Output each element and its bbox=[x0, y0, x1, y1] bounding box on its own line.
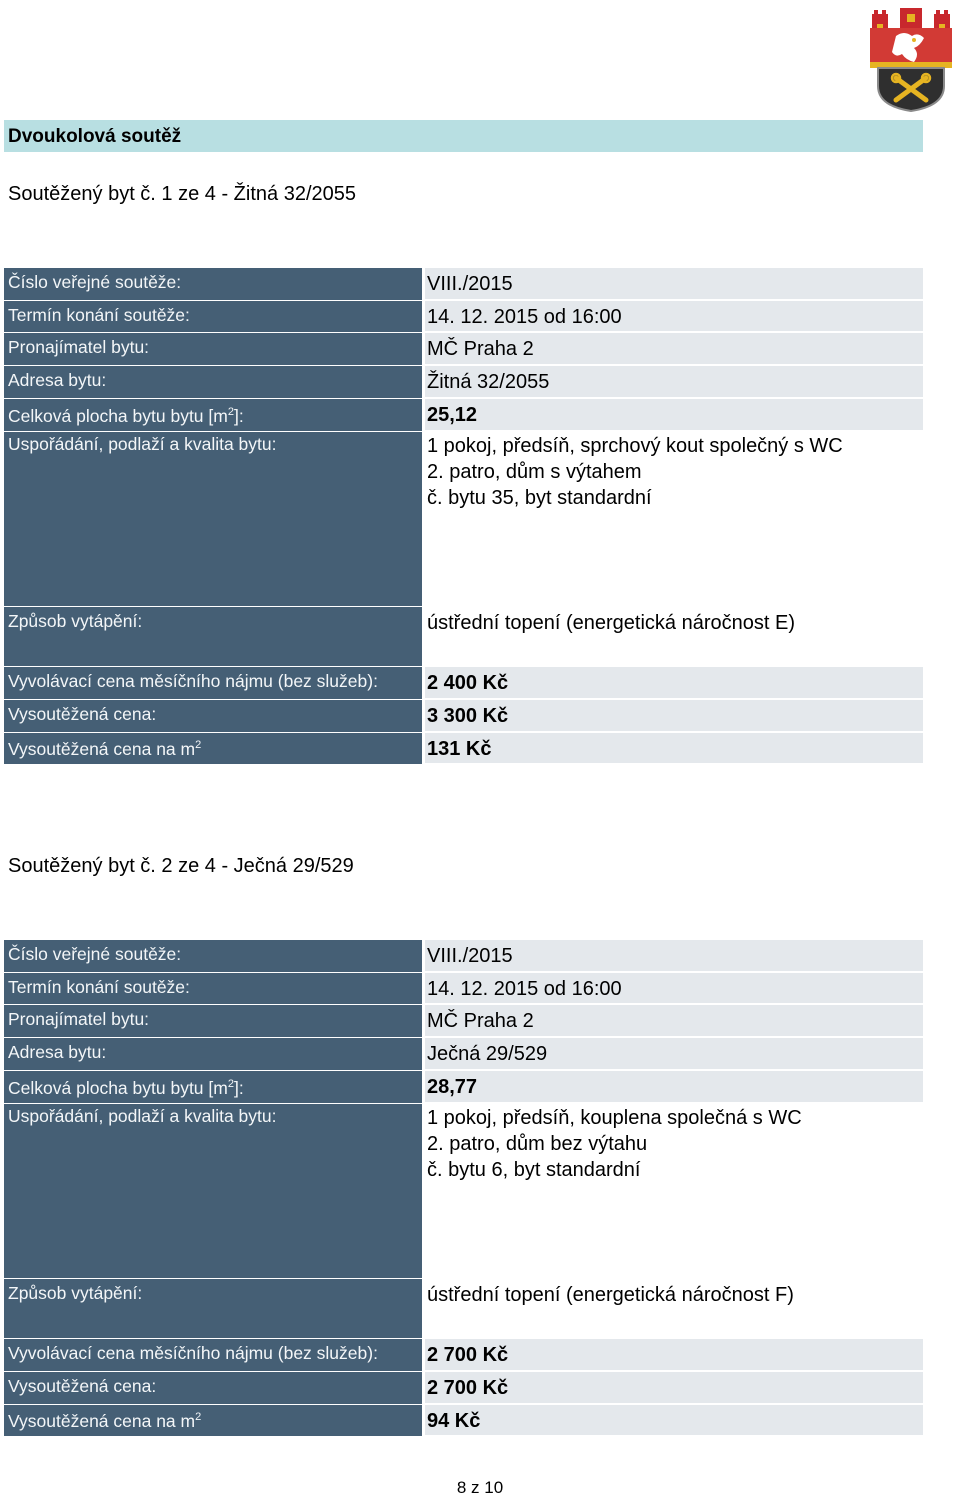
price-per-m2-value: 131 Kč bbox=[427, 738, 492, 760]
table-row bbox=[4, 733, 923, 765]
row-label: Způsob vytápění: bbox=[8, 611, 143, 631]
contest-number: VIII./2015 bbox=[427, 273, 513, 295]
row-label: Adresa bytu: bbox=[8, 1042, 107, 1062]
row-label: Vysoutěžená cena: bbox=[8, 704, 157, 724]
row-label: Číslo veřejné soutěže: bbox=[8, 944, 182, 964]
row-label: Vyvolávací cena měsíčního nájmu (bez služeb): bbox=[8, 671, 378, 691]
start-price-value: 2 400 Kč bbox=[427, 672, 509, 694]
table-row bbox=[4, 1038, 923, 1071]
table-row bbox=[4, 667, 923, 700]
row-label: Vysoutěžená cena: bbox=[8, 1376, 157, 1396]
area-value: 25,12 bbox=[427, 404, 478, 426]
row-label: Celková plocha bytu bytu $[m^2]$: bbox=[8, 1078, 244, 1098]
row-label: Vysoutěžená cena na $m^2$ bbox=[8, 1411, 202, 1431]
row-label: Pronajímatel bytu: bbox=[8, 1009, 150, 1029]
contest-date: 14. 12. 2015 od 16:00 bbox=[427, 978, 622, 1000]
table-row bbox=[4, 1339, 923, 1372]
table-row bbox=[4, 1405, 923, 1437]
apartment-2-title: Soutěžený byt č. 2 ze 4 - Ječná 29/529 bbox=[8, 855, 354, 877]
row-label: Vysoutěžená cena na $m^2$ bbox=[8, 739, 202, 759]
address-value: Ječná 29/529 bbox=[427, 1043, 548, 1065]
landlord-value: MČ Praha 2 bbox=[427, 1010, 534, 1032]
contest-number: VIII./2015 bbox=[427, 945, 513, 967]
table-row bbox=[4, 700, 923, 733]
row-label: Číslo veřejné soutěže: bbox=[8, 272, 182, 292]
row-label: Termín konání soutěže: bbox=[8, 977, 190, 997]
table-row bbox=[4, 301, 923, 333]
table-row bbox=[4, 940, 923, 973]
heating-value: ústřední topení (energetická náročnost F) bbox=[427, 1284, 794, 1306]
won-price-value: 2 700 Kč bbox=[427, 1377, 509, 1399]
row-label: Pronajímatel bytu: bbox=[8, 337, 150, 357]
section-title: Dvoukolová soutěž bbox=[8, 126, 182, 147]
won-price-value: 3 300 Kč bbox=[427, 705, 509, 727]
price-per-m2-value: 94 Kč bbox=[427, 1410, 481, 1432]
start-price-value: 2 700 Kč bbox=[427, 1344, 509, 1366]
table-row bbox=[4, 1279, 923, 1339]
table-row bbox=[4, 1372, 923, 1405]
row-label: Vyvolávací cena měsíčního nájmu (bez služeb): bbox=[8, 1343, 378, 1363]
table-row bbox=[4, 366, 923, 399]
address-value: Žitná 32/2055 bbox=[427, 371, 550, 393]
row-label: Způsob vytápění: bbox=[8, 1283, 143, 1303]
table-row bbox=[4, 1071, 923, 1104]
landlord-value: MČ Praha 2 bbox=[427, 338, 534, 360]
row-label: Adresa bytu: bbox=[8, 370, 107, 390]
row-label: Uspořádání, podlaží a kvalita bytu: bbox=[8, 1106, 277, 1126]
table-row bbox=[4, 1005, 923, 1038]
table-row bbox=[4, 399, 923, 432]
row-label: Celková plocha bytu bytu $[m^2]$: bbox=[8, 406, 244, 426]
area-value: 28,77 bbox=[427, 1076, 478, 1098]
apartment-1-title: Soutěžený byt č. 1 ze 4 - Žitná 32/2055 bbox=[8, 183, 356, 205]
table-row bbox=[4, 607, 923, 667]
layout-value: 1 pokoj, předsíň, sprchový kout společný s WC 2. patro, dům s výtahem č. bytu 35, byt standardní bbox=[427, 435, 843, 509]
row-label: Uspořádání, podlaží a kvalita bytu: bbox=[8, 434, 277, 454]
heating-value: ústřední topení (energetická náročnost E) bbox=[427, 612, 795, 634]
row-label: Termín konání soutěže: bbox=[8, 305, 190, 325]
table-row bbox=[4, 333, 923, 366]
table-row bbox=[4, 973, 923, 1005]
page-number: 8 z 10 bbox=[456, 1478, 504, 1497]
coat-of-arms-icon bbox=[866, 8, 956, 112]
table-row bbox=[4, 432, 923, 607]
section-header bbox=[4, 120, 923, 152]
contest-date: 14. 12. 2015 od 16:00 bbox=[427, 306, 622, 328]
layout-value: 1 pokoj, předsíň, kouplena společná s WC 2. patro, dům bez výtahu č. bytu 6, byt standardní bbox=[427, 1107, 802, 1181]
table-row bbox=[4, 268, 923, 301]
table-row bbox=[4, 1104, 923, 1279]
